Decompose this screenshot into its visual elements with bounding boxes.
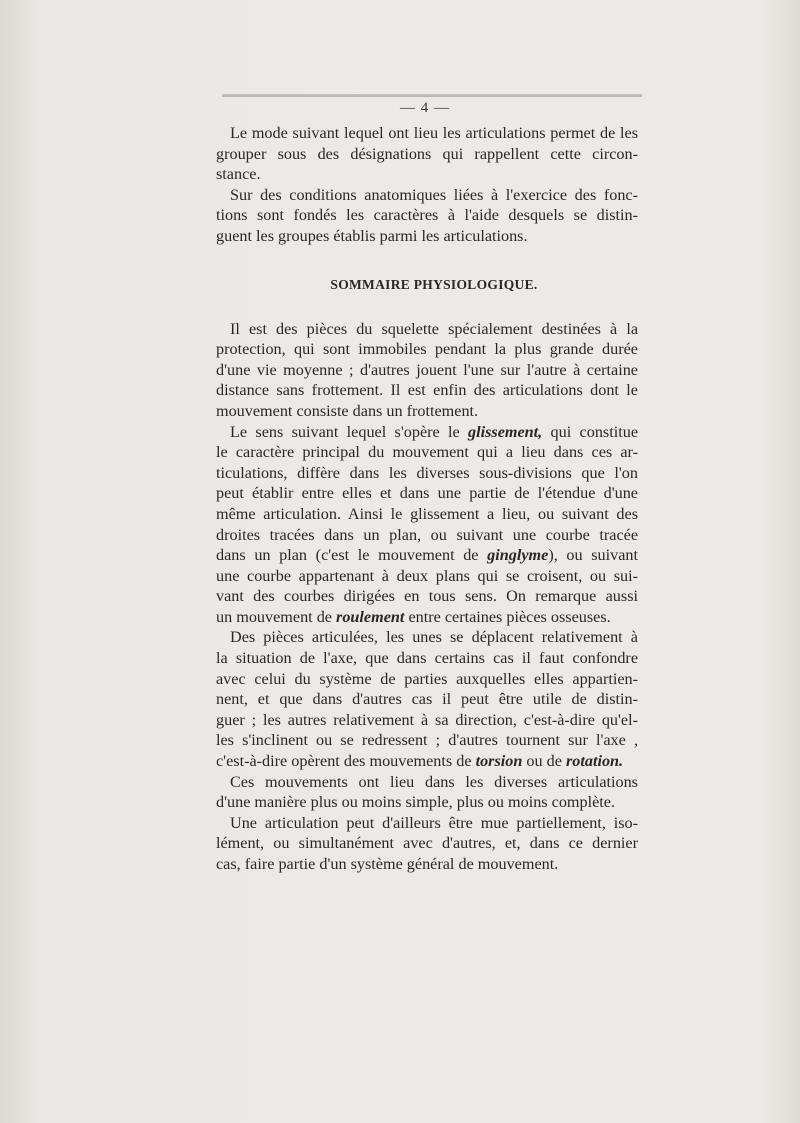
text-run: Le sens suivant lequel s'opère le (230, 422, 469, 441)
text-line: mouvement consiste dans un frottement. (216, 401, 479, 420)
text-run: entre certaines pièces osseuses. (404, 607, 611, 626)
text-line: Une articulation peut d'ailleurs être mue partiellement, iso- (230, 813, 638, 832)
text-line: le caractère principal du mouvement qui a lieu dans ces ar- (216, 443, 638, 462)
text-line: Il est des pièces du squelette spécialement destinées à la (230, 319, 638, 338)
emphasis-term: ginglyme (487, 546, 549, 565)
text-line: même articulation. Ainsi le glissement a lieu, ou suivant des (216, 504, 638, 523)
text-line: la situation de l'axe, que dans certains cas il faut confondre (216, 649, 638, 668)
text-line: protection, qui sont immobiles pendant la plus grande durée (216, 340, 638, 359)
text-line: guent les groupes établis parmi les articulations. (216, 226, 528, 245)
text-run: ou de (522, 752, 566, 771)
text-line: peut établir entre elles et dans une partie de l'étendue d'une (216, 484, 638, 503)
text-line (216, 751, 638, 772)
text-body (216, 123, 638, 875)
text-run: dans un plan (c'est le mouvement de (216, 546, 488, 565)
emphasis-term: rotation. (565, 752, 624, 771)
text-line: d'une vie moyenne ; d'autres jouent l'une sur l'autre à certaine (216, 360, 638, 379)
text-line: grouper sous des désignations qui rappellent cette circon- (216, 144, 638, 163)
emphasis-term: roulement (336, 607, 405, 626)
text-line: Le mode suivant lequel ont lieu les articulations permet de les (230, 124, 638, 142)
text-line: d'une manière plus ou moins simple, plus ou moins complète. (216, 793, 616, 812)
text-line: une courbe appartenant à deux plans qui se croisent, ou sui- (216, 566, 638, 585)
text-run: c'est-à-dire opèrent des mouvements de (216, 752, 476, 771)
text-line: guer ; les autres relativement à sa direction, c'est-à-dire qu'el- (216, 710, 638, 729)
text-line: stance. (216, 165, 261, 184)
text-line (216, 607, 638, 628)
text-run: ), ou suivant (548, 546, 638, 565)
text-line: Des pièces articulées, les unes se déplacent relativement à (230, 628, 638, 647)
text-line (216, 422, 638, 443)
text-line: distance sans frottement. Il est enfin des articulations dont le (216, 381, 638, 400)
text-line: vant des courbes dirigées en tous sens. On remarque aussi (216, 587, 638, 606)
text-line (216, 545, 638, 566)
text-line: lément, ou simultanément avec d'autres, et, dans ce dernier (216, 834, 638, 853)
page-number: — 4 — (400, 100, 450, 116)
text-line: tions sont fondés les caractères à l'aide desquels se distin- (216, 206, 638, 225)
text-line: Ces mouvements ont lieu dans les diverses articulations (230, 772, 638, 791)
text-line: ticulations, diffère dans les diverses sous-divisions que l'on (216, 463, 638, 482)
emphasis-term: glissement, (468, 422, 543, 441)
header-rule (222, 94, 642, 97)
text-line: cas, faire partie d'un système général de mouvement. (216, 855, 559, 873)
text-line: nent, et que dans d'autres cas il peut être utile de distin- (216, 690, 638, 709)
emphasis-term: torsion (475, 752, 523, 771)
section-heading: SOMMAIRE PHYSIOLOGIQUE. (330, 276, 538, 292)
text-line: droites tracées dans un plan, ou suivant une courbe tracée (216, 525, 638, 544)
text-line: Sur des conditions anatomiques liées à l'exercice des fonc- (230, 185, 638, 204)
text-run: qui constitue (542, 422, 638, 441)
text-run: un mouvement de (216, 607, 337, 626)
text-line: avec celui du système de parties auxquelles elles appartien- (216, 669, 638, 688)
text-line: les s'inclinent ou se redressent ; d'autres tournent sur l'axe , (216, 731, 638, 750)
